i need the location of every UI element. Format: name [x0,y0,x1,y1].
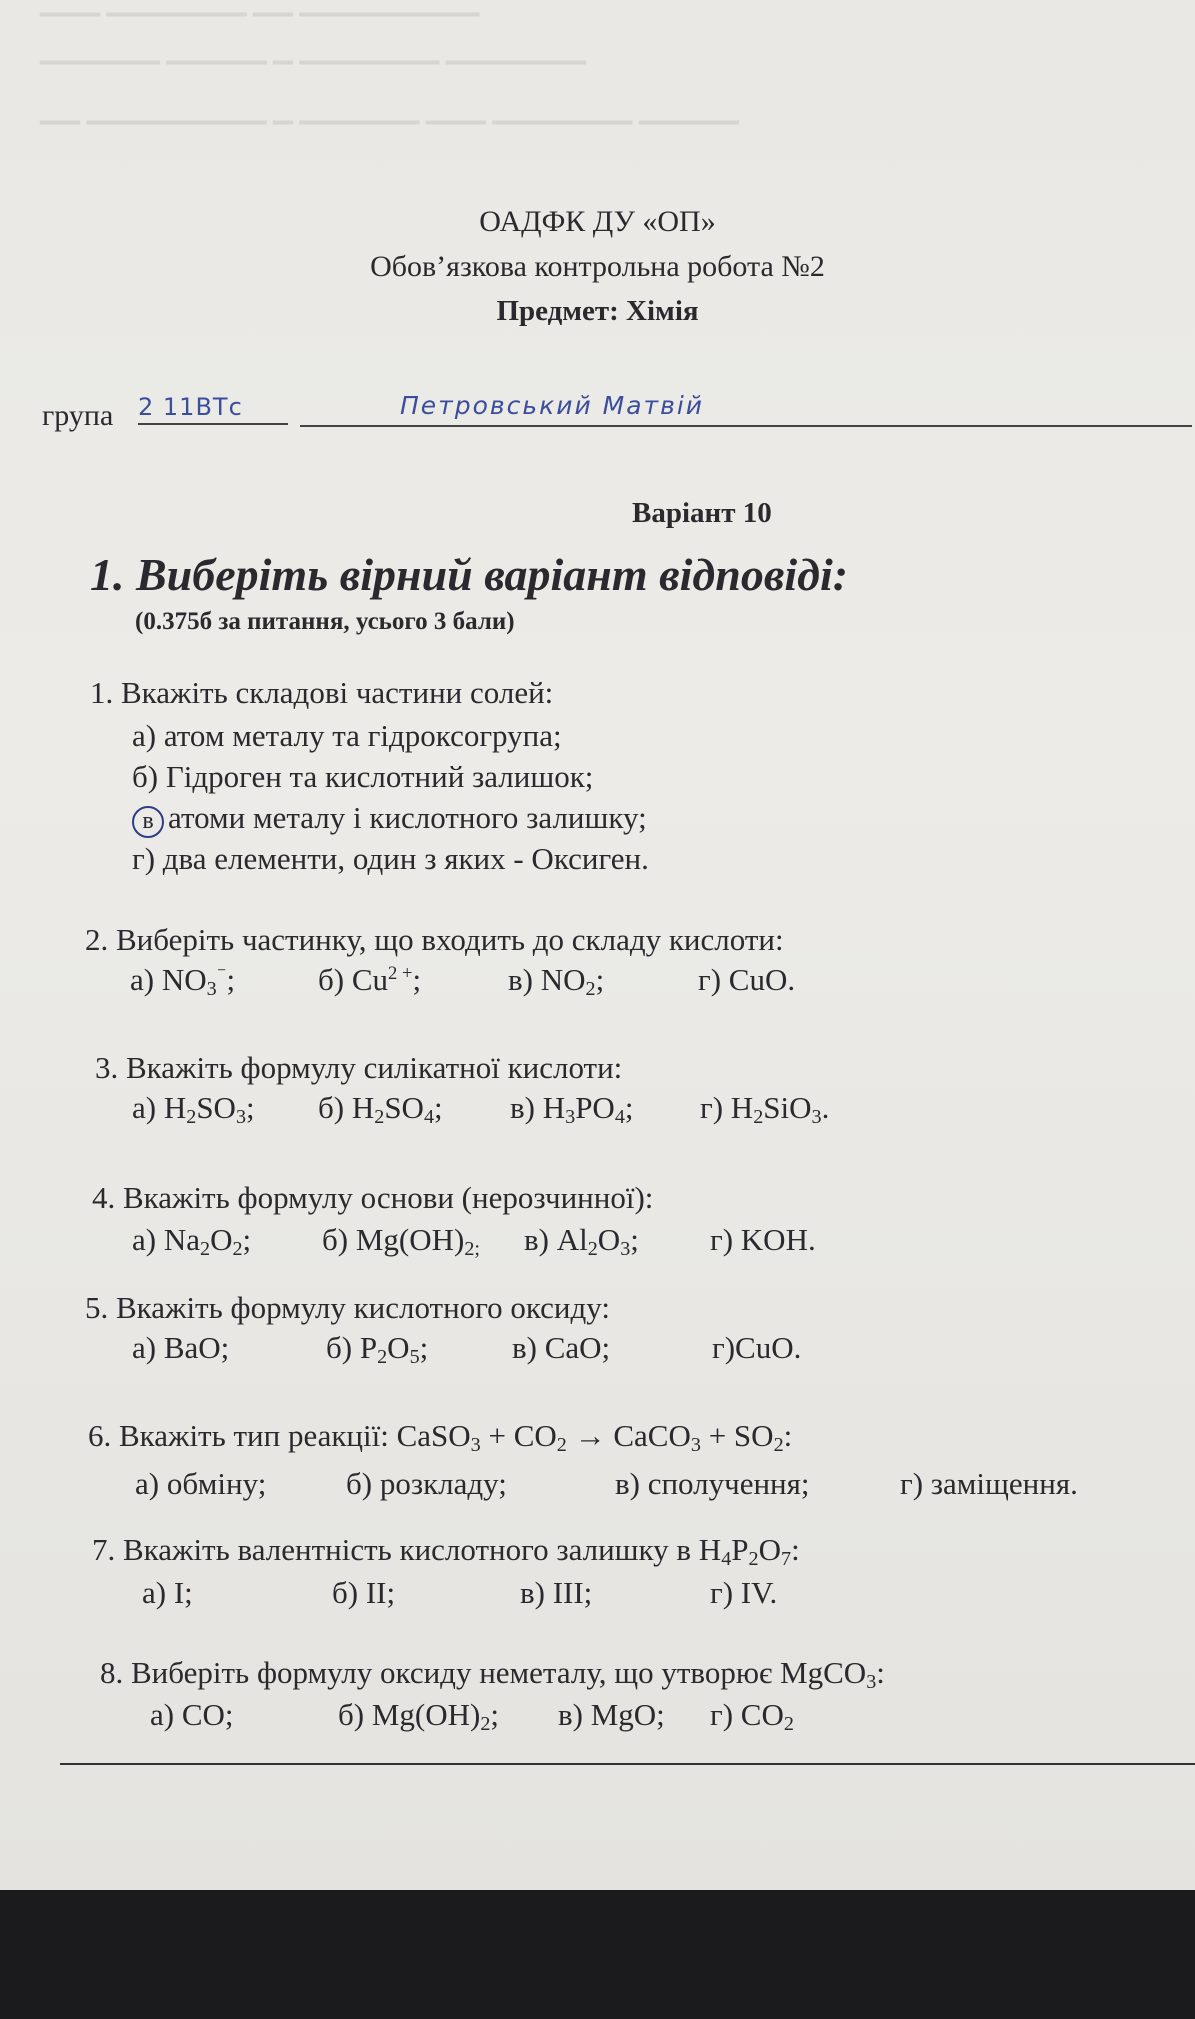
question-5: 5. Вкажіть формулу кислотного оксиду: [85,1290,611,1325]
show-through-text: ▔▔ ▔▔▔▔▔▔▔▔▔ ▔ ▔▔▔▔▔▔ ▔▔▔ ▔▔▔▔▔▔▔ ▔▔▔▔▔ [40,122,739,151]
q5-option-b: б) $P_2O_5$; [326,1330,429,1369]
q8-option-d: г) $CO_2$ [710,1697,794,1736]
q4-option-c: в) $Al_2O_3$; [524,1222,639,1261]
institution-name: ОАДФК ДУ «ОП» [479,205,716,238]
q7-option-d: г) IV. [710,1575,778,1610]
q1-option-d: г) два елементи, один з яких - Оксиген. [132,841,649,876]
q2-option-d: г) CuO. [698,962,796,997]
variant-title: Варіант 10 [632,497,772,529]
q2-option-a: а) $NO_3^{^-}$; [130,962,236,1001]
section-note: (0.375б за питання, усього 3 бали) [135,608,515,635]
name-underline [300,425,1192,427]
question-1: 1. Вкажіть складові частини солей: [90,675,554,710]
group-label: група [42,399,114,432]
q1-option-c-text: атоми металу і кислотного залишку; [168,800,647,835]
question-3: 3. Вкажіть формулу силікатної кислоти: [95,1050,623,1085]
q4-option-b: б) $Mg(OH)_{2;}$ [322,1222,481,1261]
q3-option-a: а) $H_2SO_3$; [132,1090,255,1129]
q4-option-d: г) KOH. [710,1222,816,1257]
q3-option-b: б) $H_2SO_4$; [318,1090,443,1129]
q7-option-c: в) III; [520,1575,593,1610]
circled-answer-mark: в [132,806,164,838]
q2-option-b: б) $Cu^{2 +}$; [318,962,422,997]
q6-option-a: а) обміну; [135,1466,267,1501]
question-6: 6. Вкажіть тип реакції: CaSO$_3$ + $CO_2$ → CaCO$_3$ + $SO_2$: [88,1418,793,1457]
q8-option-a: а) CO; [150,1697,234,1732]
q8-option-c: в) MgO; [558,1697,665,1732]
q4-option-a: а) $Na_2O_2$; [132,1222,252,1261]
question-8: 8. Виберіть формулу оксиду неметалу, що утворює MgCO$_3$: [100,1655,885,1694]
q1-option-a: а) атом металу та гідроксогрупа; [132,718,562,753]
q5-option-a: а) BaO; [132,1330,230,1365]
q6-option-b: б) розкладу; [346,1466,507,1501]
work-title: Обов’язкова контрольна робота №2 [370,250,825,283]
student-name-handwritten: Петровський Матвій [400,391,705,420]
q2-option-c: в) $NO_2$; [508,962,605,1001]
q7-option-b: б) II; [332,1575,396,1610]
bottom-rule-line [60,1763,1195,1765]
q3-option-d: г) $H_2SiO_3$. [700,1090,830,1129]
section-title: 1. Виберіть вірний варіант відповіді: [90,549,849,600]
q7-option-a: а) I; [142,1575,193,1610]
question-7: 7. Вкажіть валентність кислотного залишку в $H_4P_2O_7$: [92,1532,800,1571]
q5-option-c: в) CaO; [512,1330,611,1365]
group-handwritten-value: 2 11ВТс [138,393,288,425]
q1-option-b: б) Гідроген та кислотний залишок; [132,759,594,794]
question-2: 2. Виберіть частинку, що входить до складу кислоти: [85,922,784,957]
q8-option-b: б) $Mg(OH)_2$; [338,1697,500,1736]
subject-title: Предмет: Хімія [496,295,699,327]
question-4: 4. Вкажіть формулу основи (нерозчинної): [92,1180,654,1215]
q6-option-d: г) заміщення. [900,1466,1078,1501]
q6-option-c: в) сполучення; [615,1466,810,1501]
q1-option-c [132,800,647,838]
dark-background-edge [0,1890,1195,2019]
show-through-text: ▔▔▔▔▔▔ ▔▔▔▔▔ ▔ ▔▔▔▔▔▔▔ ▔▔▔▔▔▔▔ [40,62,586,91]
q3-option-c: в) $H_3PO_4$; [510,1090,634,1129]
student-info-row [42,391,1192,439]
show-through-text: ▔▔▔ ▔▔▔▔▔▔▔ ▔▔ ▔▔▔▔▔▔▔▔▔ [40,14,480,43]
q5-option-d: г)CuO. [712,1330,802,1365]
